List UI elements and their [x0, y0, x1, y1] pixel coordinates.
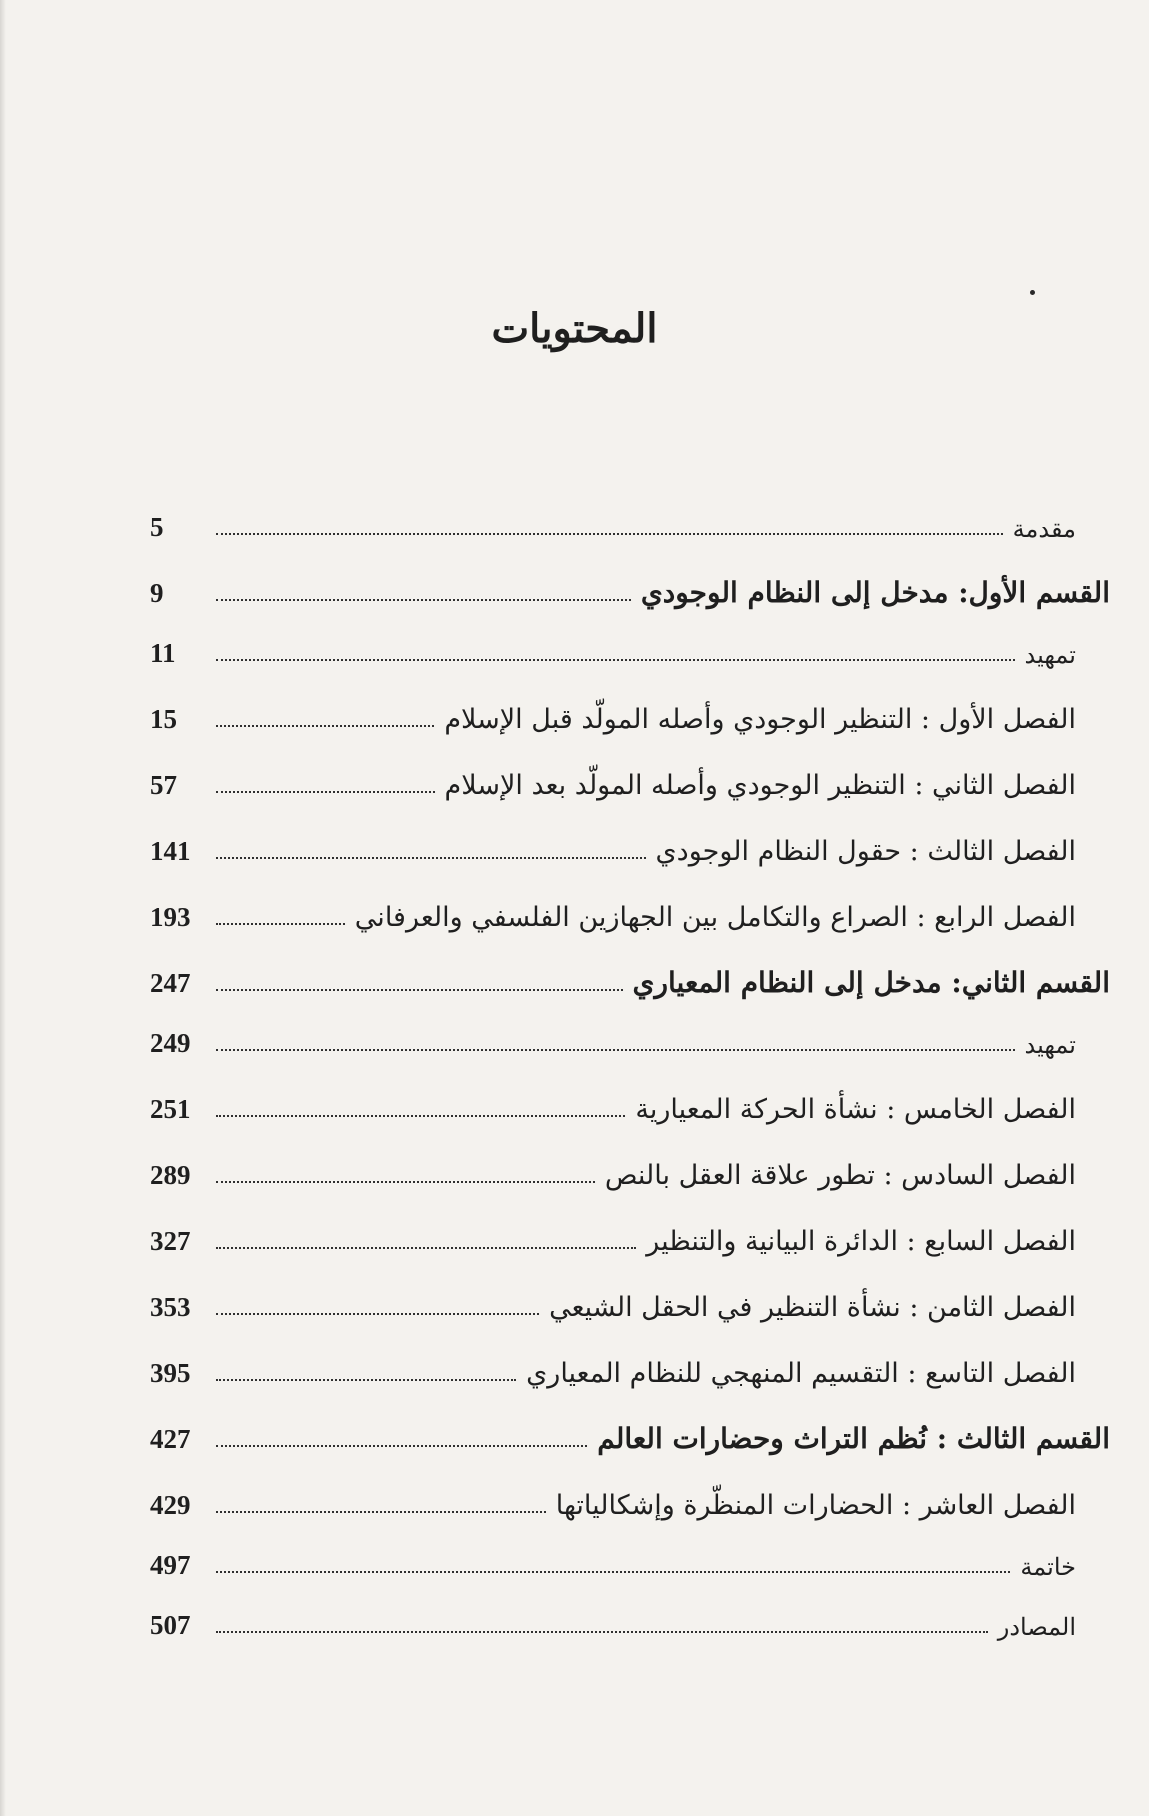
- dot-leader: [216, 532, 1003, 535]
- toc-label: خاتمة: [1020, 1553, 1076, 1581]
- toc-page-number: 11: [150, 638, 176, 668]
- toc-row-chapter-9: [150, 1345, 1110, 1387]
- toc-page-number: 289: [150, 1160, 191, 1190]
- toc-page-number: 251: [150, 1094, 191, 1124]
- dot-leader: [216, 1312, 539, 1315]
- toc-row-chapter-4: [150, 889, 1110, 931]
- dot-leader: [216, 658, 1015, 661]
- toc-label: القسم الثالث : نُظم التراث وحضارات العالم: [597, 1422, 1110, 1455]
- toc-label: الفصل العاشر : الحضارات المنظّرة وإشكالياتها: [555, 1490, 1076, 1521]
- dot-leader: [216, 1114, 625, 1117]
- toc-row-chapter-3: [150, 823, 1110, 865]
- toc-row-sources: [150, 1603, 1110, 1639]
- toc-row-preface-one: [150, 631, 1110, 667]
- toc-page-number: 507: [150, 1610, 191, 1640]
- toc-label: الفصل التاسع : التقسيم المنهجي للنظام المعياري: [526, 1358, 1076, 1389]
- toc-row-part-two: [150, 955, 1110, 997]
- ink-speck: [1030, 290, 1035, 295]
- toc-page-number: 15: [150, 704, 177, 734]
- toc-page-number: 9: [150, 578, 164, 608]
- toc-label: الفصل السابع : الدائرة البيانية والتنظير: [646, 1226, 1076, 1257]
- dot-leader: [216, 724, 434, 727]
- dot-leader: [216, 856, 646, 859]
- toc-page-number: 193: [150, 902, 191, 932]
- dot-leader: [216, 1630, 988, 1633]
- toc-label: الفصل الثاني : التنظير الوجودي وأصله المولّد بعد الإسلام: [444, 770, 1076, 801]
- toc-page-number: 57: [150, 770, 177, 800]
- toc-row-chapter-7: [150, 1213, 1110, 1255]
- table-of-contents: [150, 505, 1110, 1663]
- toc-page-number: 429: [150, 1490, 191, 1520]
- dot-leader: [216, 1180, 595, 1183]
- toc-row-introduction: [150, 505, 1110, 541]
- toc-label: تمهيد: [1024, 1031, 1076, 1059]
- toc-page-number: 249: [150, 1028, 191, 1058]
- toc-row-preface-two: [150, 1021, 1110, 1057]
- page-edge: [0, 0, 6, 1816]
- dot-leader: [216, 988, 623, 991]
- toc-label: الفصل الخامس : نشأة الحركة المعيارية: [635, 1094, 1076, 1125]
- dot-leader: [216, 1246, 636, 1249]
- toc-page-number: 327: [150, 1226, 191, 1256]
- toc-label: الفصل الثامن : نشأة التنظير في الحقل الشيعي: [549, 1292, 1076, 1323]
- dot-leader: [216, 922, 345, 925]
- dot-leader: [216, 1444, 587, 1447]
- dot-leader: [216, 1378, 516, 1381]
- dot-leader: [216, 790, 435, 793]
- page-title: المحتويات: [491, 305, 658, 352]
- toc-label: الفصل الثالث : حقول النظام الوجودي: [655, 836, 1076, 867]
- toc-row-chapter-5: [150, 1081, 1110, 1123]
- dot-leader: [216, 1570, 1010, 1573]
- toc-label: الفصل الرابع : الصراع والتكامل بين الجهازين الفلسفي والعرفاني: [354, 902, 1076, 933]
- dot-leader: [216, 1510, 546, 1513]
- toc-label: الفصل الأول : التنظير الوجودي وأصله المولّد قبل الإسلام: [444, 704, 1076, 735]
- toc-page-number: 427: [150, 1424, 191, 1454]
- toc-page-number: 395: [150, 1358, 191, 1388]
- toc-row-part-three: [150, 1411, 1110, 1453]
- toc-label: القسم الأول: مدخل إلى النظام الوجودي: [640, 576, 1110, 609]
- dot-leader: [216, 598, 631, 601]
- toc-page-number: 353: [150, 1292, 191, 1322]
- toc-label: تمهيد: [1024, 641, 1076, 669]
- toc-label: مقدمة: [1012, 515, 1076, 543]
- toc-row-chapter-2: [150, 757, 1110, 799]
- toc-row-chapter-8: [150, 1279, 1110, 1321]
- toc-label: المصادر: [997, 1613, 1076, 1641]
- toc-row-conclusion: [150, 1543, 1110, 1579]
- toc-page-number: 497: [150, 1550, 191, 1580]
- toc-page-number: 141: [150, 836, 191, 866]
- toc-page-number: 5: [150, 512, 164, 542]
- toc-row-chapter-10: [150, 1477, 1110, 1519]
- toc-row-chapter-1: [150, 691, 1110, 733]
- dot-leader: [216, 1048, 1015, 1051]
- toc-page-number: 247: [150, 968, 191, 998]
- toc-row-chapter-6: [150, 1147, 1110, 1189]
- toc-row-part-one: [150, 565, 1110, 607]
- toc-label: القسم الثاني: مدخل إلى النظام المعياري: [632, 966, 1110, 999]
- toc-label: الفصل السادس : تطور علاقة العقل بالنص: [604, 1160, 1076, 1191]
